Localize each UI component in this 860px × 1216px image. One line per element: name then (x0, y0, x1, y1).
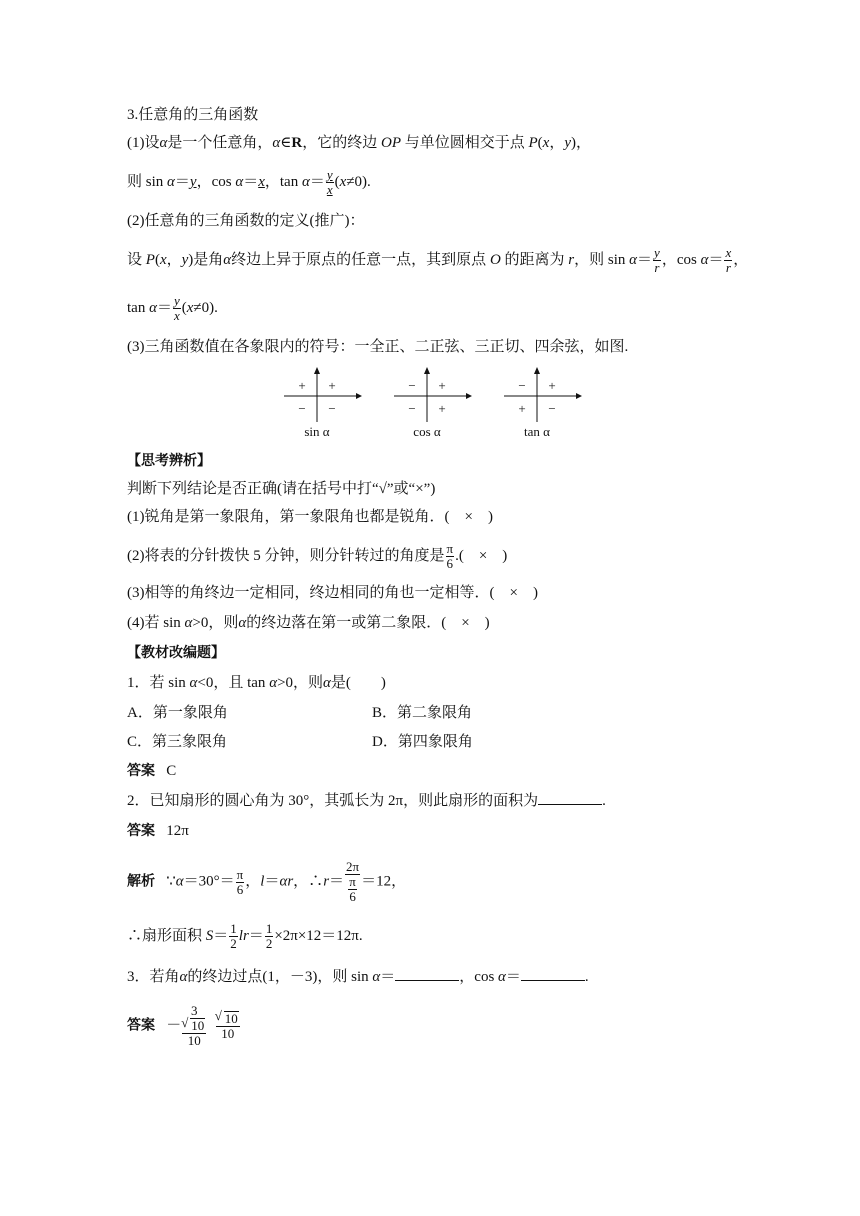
text: (2)将表的分针拨快 5 分钟，则分针转过的角度是 (127, 547, 445, 564)
numerator: 2π (346, 859, 360, 874)
text: ＝ (264, 873, 280, 890)
denominator: 6 (446, 556, 454, 571)
text: ，cos (459, 969, 499, 985)
quadrant-2-sign: − (518, 378, 526, 393)
text: . (602, 793, 606, 809)
alpha-symbol: α (235, 173, 244, 190)
quadrant-4-sign: − (328, 401, 336, 416)
diagram-label: tan α (524, 424, 550, 439)
alpha-symbol: α (189, 675, 198, 691)
paragraph-3: (2)任意角的三角函数的定义(推广)： (127, 213, 365, 229)
denominator: 6 (349, 889, 356, 904)
numerator: π (236, 866, 244, 882)
quadrant-1-sign: + (328, 378, 336, 393)
fraction (182, 1004, 206, 1048)
answer-2 (127, 820, 189, 842)
numerator: 1 (265, 921, 273, 936)
text: ，则 sin (574, 251, 630, 268)
quadrant-3-sign: + (518, 401, 526, 416)
text: ，它的终边 (302, 135, 381, 151)
heading-thinking: 【思考辨析】 (127, 453, 211, 469)
alpha-symbol: α (272, 135, 281, 151)
text: ∵ (166, 873, 176, 890)
solution-line-1 (127, 860, 406, 904)
text: 2．已知扇形的圆心角为 30°，其弧长为 2π，则此扇形的面积为 (127, 793, 539, 809)
var: y (181, 251, 189, 268)
denominator: 2 (265, 936, 273, 951)
denominator (345, 875, 360, 904)
text: 3．若角 (127, 969, 180, 985)
fraction (229, 922, 238, 951)
alpha-symbol: α (175, 873, 184, 890)
var: x (258, 173, 265, 190)
alpha-symbol: α (167, 173, 175, 190)
paragraph-4 (127, 246, 748, 275)
answer-label: 答案 (127, 1017, 155, 1034)
text: 与单位圆相交于点 (400, 135, 529, 151)
text: . (584, 969, 589, 985)
var: x (186, 299, 194, 316)
text: tan (127, 299, 150, 316)
quadrant-sign-diagrams (280, 366, 600, 442)
diagram-label: cos α (413, 424, 441, 439)
var: P (145, 251, 155, 268)
alpha-symbol: α (629, 251, 638, 268)
question-1 (127, 672, 386, 694)
section-title: 3.任意角的三角函数 (127, 107, 259, 123)
solution-line-2 (127, 922, 363, 951)
text: ， (166, 251, 182, 268)
fraction (326, 168, 334, 197)
alpha-symbol: α (372, 969, 381, 985)
text: ，tan (264, 173, 302, 190)
numerator (182, 1004, 206, 1034)
option-b: B．第二象限角 (372, 705, 473, 721)
text: ＝ (174, 173, 190, 190)
numerator (216, 1011, 240, 1027)
alpha-symbol: α (184, 615, 193, 631)
numerator: π (349, 874, 356, 889)
judge-item-4 (127, 612, 490, 634)
text: ，cos (661, 251, 701, 268)
judge-item-2 (127, 542, 507, 571)
paragraph-2 (127, 168, 371, 197)
radical: √ 10 (190, 1018, 205, 1033)
var: lr (238, 927, 249, 944)
denominator: r (725, 260, 731, 275)
var: y (564, 135, 572, 151)
alpha-symbol: α (269, 675, 278, 691)
text: >0，则 (192, 615, 239, 631)
var: l (260, 873, 265, 890)
judge-item-1: (1)锐角是第一象限角，第一象限角也都是锐角．( × ) (127, 509, 493, 525)
text: 的距离为 (500, 251, 569, 268)
denominator: 10 (221, 1026, 235, 1041)
text: ， (549, 135, 565, 151)
alpha-symbol: α (700, 251, 709, 268)
text: ≠0). (193, 299, 218, 316)
text: 是一个任意角， (167, 135, 273, 151)
text: >0，则 (277, 675, 324, 691)
fraction (236, 868, 245, 897)
text: ( (181, 299, 187, 316)
quadrant-1-sign: + (548, 378, 556, 393)
text: ( (537, 135, 543, 151)
var: r (323, 873, 330, 890)
var: O (489, 251, 501, 268)
var: P (528, 135, 538, 151)
x-axis-arrow-icon (466, 393, 472, 399)
y-axis-arrow-icon (424, 367, 430, 374)
denominator: 6 (236, 881, 244, 897)
quadrant-3-sign: − (408, 401, 416, 416)
paragraph-1 (127, 132, 591, 154)
alpha-symbol: α (159, 135, 168, 151)
text: .( × ) (455, 547, 508, 564)
numerator: y (173, 293, 180, 308)
text: ＝ (329, 873, 345, 890)
complex-fraction (345, 860, 360, 904)
var: OP (380, 135, 401, 151)
text: ＝ (248, 927, 264, 944)
denominator: 10 (187, 1033, 201, 1048)
answer-blank (538, 790, 602, 805)
text: (4)若 sin (127, 615, 185, 631)
numerator: y (654, 245, 660, 260)
var: x (339, 173, 347, 190)
fraction (446, 542, 455, 571)
paragraph-6: (3)三角函数值在各象限内的符号：一全正、二正弦、三正切、四余弦，如图. (127, 339, 629, 355)
answer-blank-cos (521, 966, 585, 981)
denominator: 2 (230, 936, 237, 951)
text: ＝ (708, 251, 724, 268)
numerator: 1 (230, 921, 237, 936)
alpha-symbol: α (223, 251, 232, 268)
text: ×2π×12＝12π. (274, 927, 363, 944)
text: ＝12， (361, 873, 407, 890)
quadrant-4-sign: + (438, 401, 446, 416)
text: ( (334, 173, 340, 190)
text: ，∴ (293, 873, 324, 890)
y-axis-arrow-icon (534, 367, 540, 374)
text: <0，且 tan (197, 675, 270, 691)
var: r (568, 251, 575, 268)
answer-label: 答案 (127, 823, 155, 839)
var: x (159, 251, 167, 268)
fraction (173, 294, 181, 323)
diagram-label: sin α (304, 424, 330, 439)
answer-label: 答案 (127, 763, 155, 779)
text: 的终边过点(1，－3)，则 sin (187, 969, 373, 985)
text: (1)设 (127, 135, 160, 151)
text: ＝ (156, 299, 172, 316)
numerator: π (446, 541, 454, 556)
fraction (216, 1011, 240, 1041)
quadrant-2-sign: + (298, 378, 306, 393)
option-c: C．第三象限角 (127, 734, 228, 750)
numerator: y (326, 167, 333, 182)
numerator: x (725, 245, 732, 260)
text: ＝ (637, 251, 653, 268)
text: ＝ (505, 969, 521, 985)
text: ＝ (380, 969, 396, 985)
question-2 (127, 790, 606, 812)
y-axis-arrow-icon (314, 367, 320, 374)
reals-symbol: R (291, 135, 303, 151)
answer-value: 12π (166, 823, 189, 839)
text: ( (154, 251, 160, 268)
paragraph-5 (127, 294, 218, 323)
denominator: r (654, 260, 660, 275)
x-axis-arrow-icon (356, 393, 362, 399)
alpha-symbol: α (279, 873, 288, 890)
judge-item-3: (3)相等的角终边一定相同，终边相同的角也一定相等．( × ) (127, 585, 538, 601)
text: ， (733, 251, 749, 268)
solution-label: 解析 (127, 873, 155, 890)
text: 设 (127, 251, 146, 268)
text: ∴扇形面积 (127, 927, 206, 944)
minus-sign: － (166, 1017, 182, 1034)
question-3 (127, 966, 589, 988)
text: ＝ (243, 173, 259, 190)
text: )是角 (188, 251, 224, 268)
answer-value: C (166, 763, 177, 779)
alpha-symbol: α (301, 173, 310, 190)
option-a: A．第一象限角 (127, 705, 228, 721)
fraction (653, 246, 661, 275)
text: 的终边落在第一或第二象限．( × ) (246, 615, 490, 631)
fraction (347, 875, 358, 904)
denominator: x (173, 308, 180, 323)
text: ≠0). (346, 173, 371, 190)
quadrant-4-sign: − (548, 401, 556, 416)
alpha-symbol: α (238, 615, 247, 631)
text: ，cos (196, 173, 236, 190)
quadrant-2-sign: − (408, 378, 416, 393)
text: 则 sin (127, 173, 168, 190)
answer-1 (127, 760, 176, 782)
var: S (205, 927, 214, 944)
radical: √ 10 (224, 1011, 239, 1026)
var: r (287, 873, 294, 890)
text: 终边上异于原点的任意一点，其到原点 (231, 251, 490, 268)
text: 是( ) (330, 675, 386, 691)
alpha-symbol: α (179, 969, 188, 985)
quadrant-1-sign: + (438, 378, 446, 393)
alpha-symbol: α (149, 299, 157, 316)
text: ＝ (309, 173, 325, 190)
denominator: x (326, 182, 333, 197)
alpha-symbol: α (498, 969, 506, 985)
answer-3 (127, 1004, 241, 1048)
text: )， (571, 135, 592, 151)
alpha-symbol: α (323, 675, 331, 691)
text: 1．若 sin (127, 675, 190, 691)
var: x (542, 135, 550, 151)
option-d: D．第四象限角 (372, 734, 473, 750)
text: ＝ (213, 927, 229, 944)
fraction (724, 246, 732, 275)
var: y (189, 173, 197, 190)
coefficient: 3 (191, 1003, 198, 1018)
text: ∈ (280, 135, 292, 151)
judge-intro: 判断下列结论是否正确(请在括号中打“√”或“×”) (127, 481, 436, 497)
fraction (265, 922, 274, 951)
heading-textbook: 【教材改编题】 (127, 645, 225, 661)
quadrant-3-sign: − (298, 401, 306, 416)
text: ， (245, 873, 261, 890)
x-axis-arrow-icon (576, 393, 582, 399)
answer-blank-sin (395, 966, 459, 981)
text: ＝30°＝ (183, 873, 235, 890)
